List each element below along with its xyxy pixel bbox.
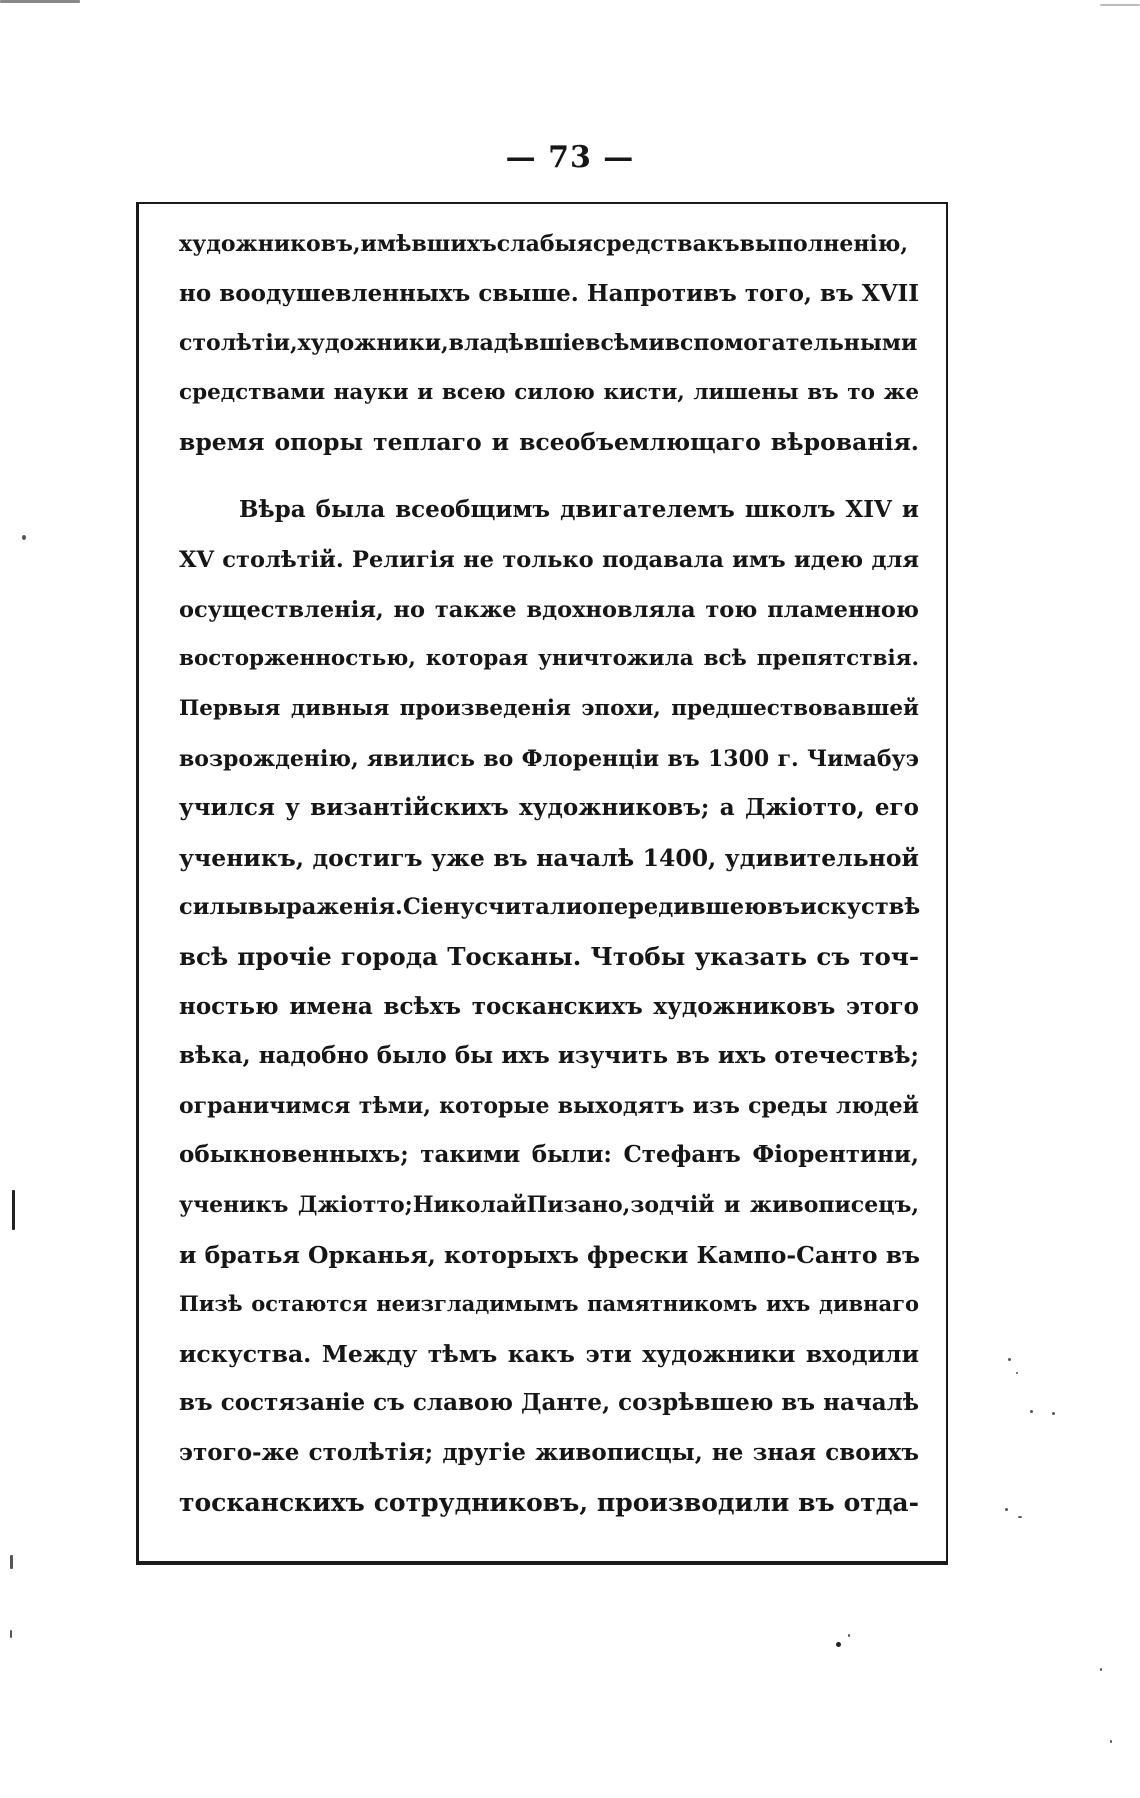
text-line: Вѣра была всеобщимъ двигателемъ школъ XIV и [239,496,919,523]
scan-speck [1016,1372,1018,1374]
scan-speck [1008,1358,1011,1361]
text-line: столѣтіи,художники,владѣвшіевсѣмивспомогательными [179,330,918,356]
page-number: — 73 — [505,140,635,175]
text-line: и братья Орканья, которыхъ фрески Кампо-Санто въ [179,1241,921,1269]
text-line: ограничимся тѣми, которые выходятъ изъ среды людей [179,1093,919,1119]
scan-speck [1005,1508,1008,1511]
scan-speck [836,1642,841,1647]
text-line: въ состязаніе съ славою Данте, созрѣвшею въ началѣ [179,1389,919,1416]
text-line: силывыраженія.Сіенусчиталиопередившеювъискуствѣ [179,894,921,920]
text-line: всѣ прочіе города Тосканы. Чтобы указать съ точ- [179,942,919,971]
text-line: учился у византійскихъ художниковъ; а Джіотто, его [179,794,919,821]
scan-speck [1052,1412,1055,1415]
scan-speck [848,1634,850,1637]
scan-speck [1100,1668,1102,1671]
text-line: Пизѣ остаются неизгладимымъ памятникомъ ихъ дивнаго [179,1291,919,1316]
text-line: время опоры теплаго и всеобъемлющаго вѣрованія. [179,428,919,456]
scan-speck [10,1555,13,1569]
text-line: этого-же столѣтія; другіе живописцы, не зная своихъ [179,1439,919,1466]
scan-speck [12,1190,15,1230]
scan-speck [22,535,26,540]
text-line: искуства. Между тѣмъ какъ эти художники входили [179,1340,919,1368]
text-line: ностью имена всѣхъ тосканскихъ художниковъ этого [179,993,919,1020]
text-line: Первыя дивныя произведенія эпохи, предшествовавшей [179,696,919,721]
scan-speck [1100,4,1140,6]
text-line: вѣка, надобно было бы ихъ изучить въ ихъ отечествѣ; [179,1042,919,1069]
text-line: восторженностью, которая уничтожила всѣ препятствія. [179,646,919,671]
text-line: возрожденію, явились во Флоренціи въ 1300 г. Чимабуэ [179,746,919,772]
text-line: осуществленія, но также вдохновляла тою пламенною [179,597,919,623]
text-line: XV столѣтій. Религія не только подавала имъ идею для [179,547,919,573]
scan-speck [10,1630,12,1638]
text-frame [136,202,948,1565]
scan-speck [0,0,80,3]
text-line: ученикъ Джіотто;НиколайПизано,зодчій и живописецъ, [179,1192,919,1218]
text-line: ученикъ, достигъ уже въ началѣ 1400, удивительной [179,844,919,872]
text-line: тосканскихъ сотрудниковъ, производили въ отда- [179,1488,919,1517]
text-line: но воодушевленныхъ свыше. Напротивъ того, въ XVII [179,280,919,307]
text-line: обыкновенныхъ; такими были: Стефанъ Фіорентини, [179,1141,919,1168]
text-line: средствами науки и всею силою кисти, лишены въ то же [179,380,919,405]
scan-speck [1110,1740,1112,1743]
scan-speck [1018,1516,1022,1518]
text-line: художниковъ,имѣвшихъслабыясредствакъвыполненію, [179,231,909,257]
scan-speck [1030,1410,1033,1413]
